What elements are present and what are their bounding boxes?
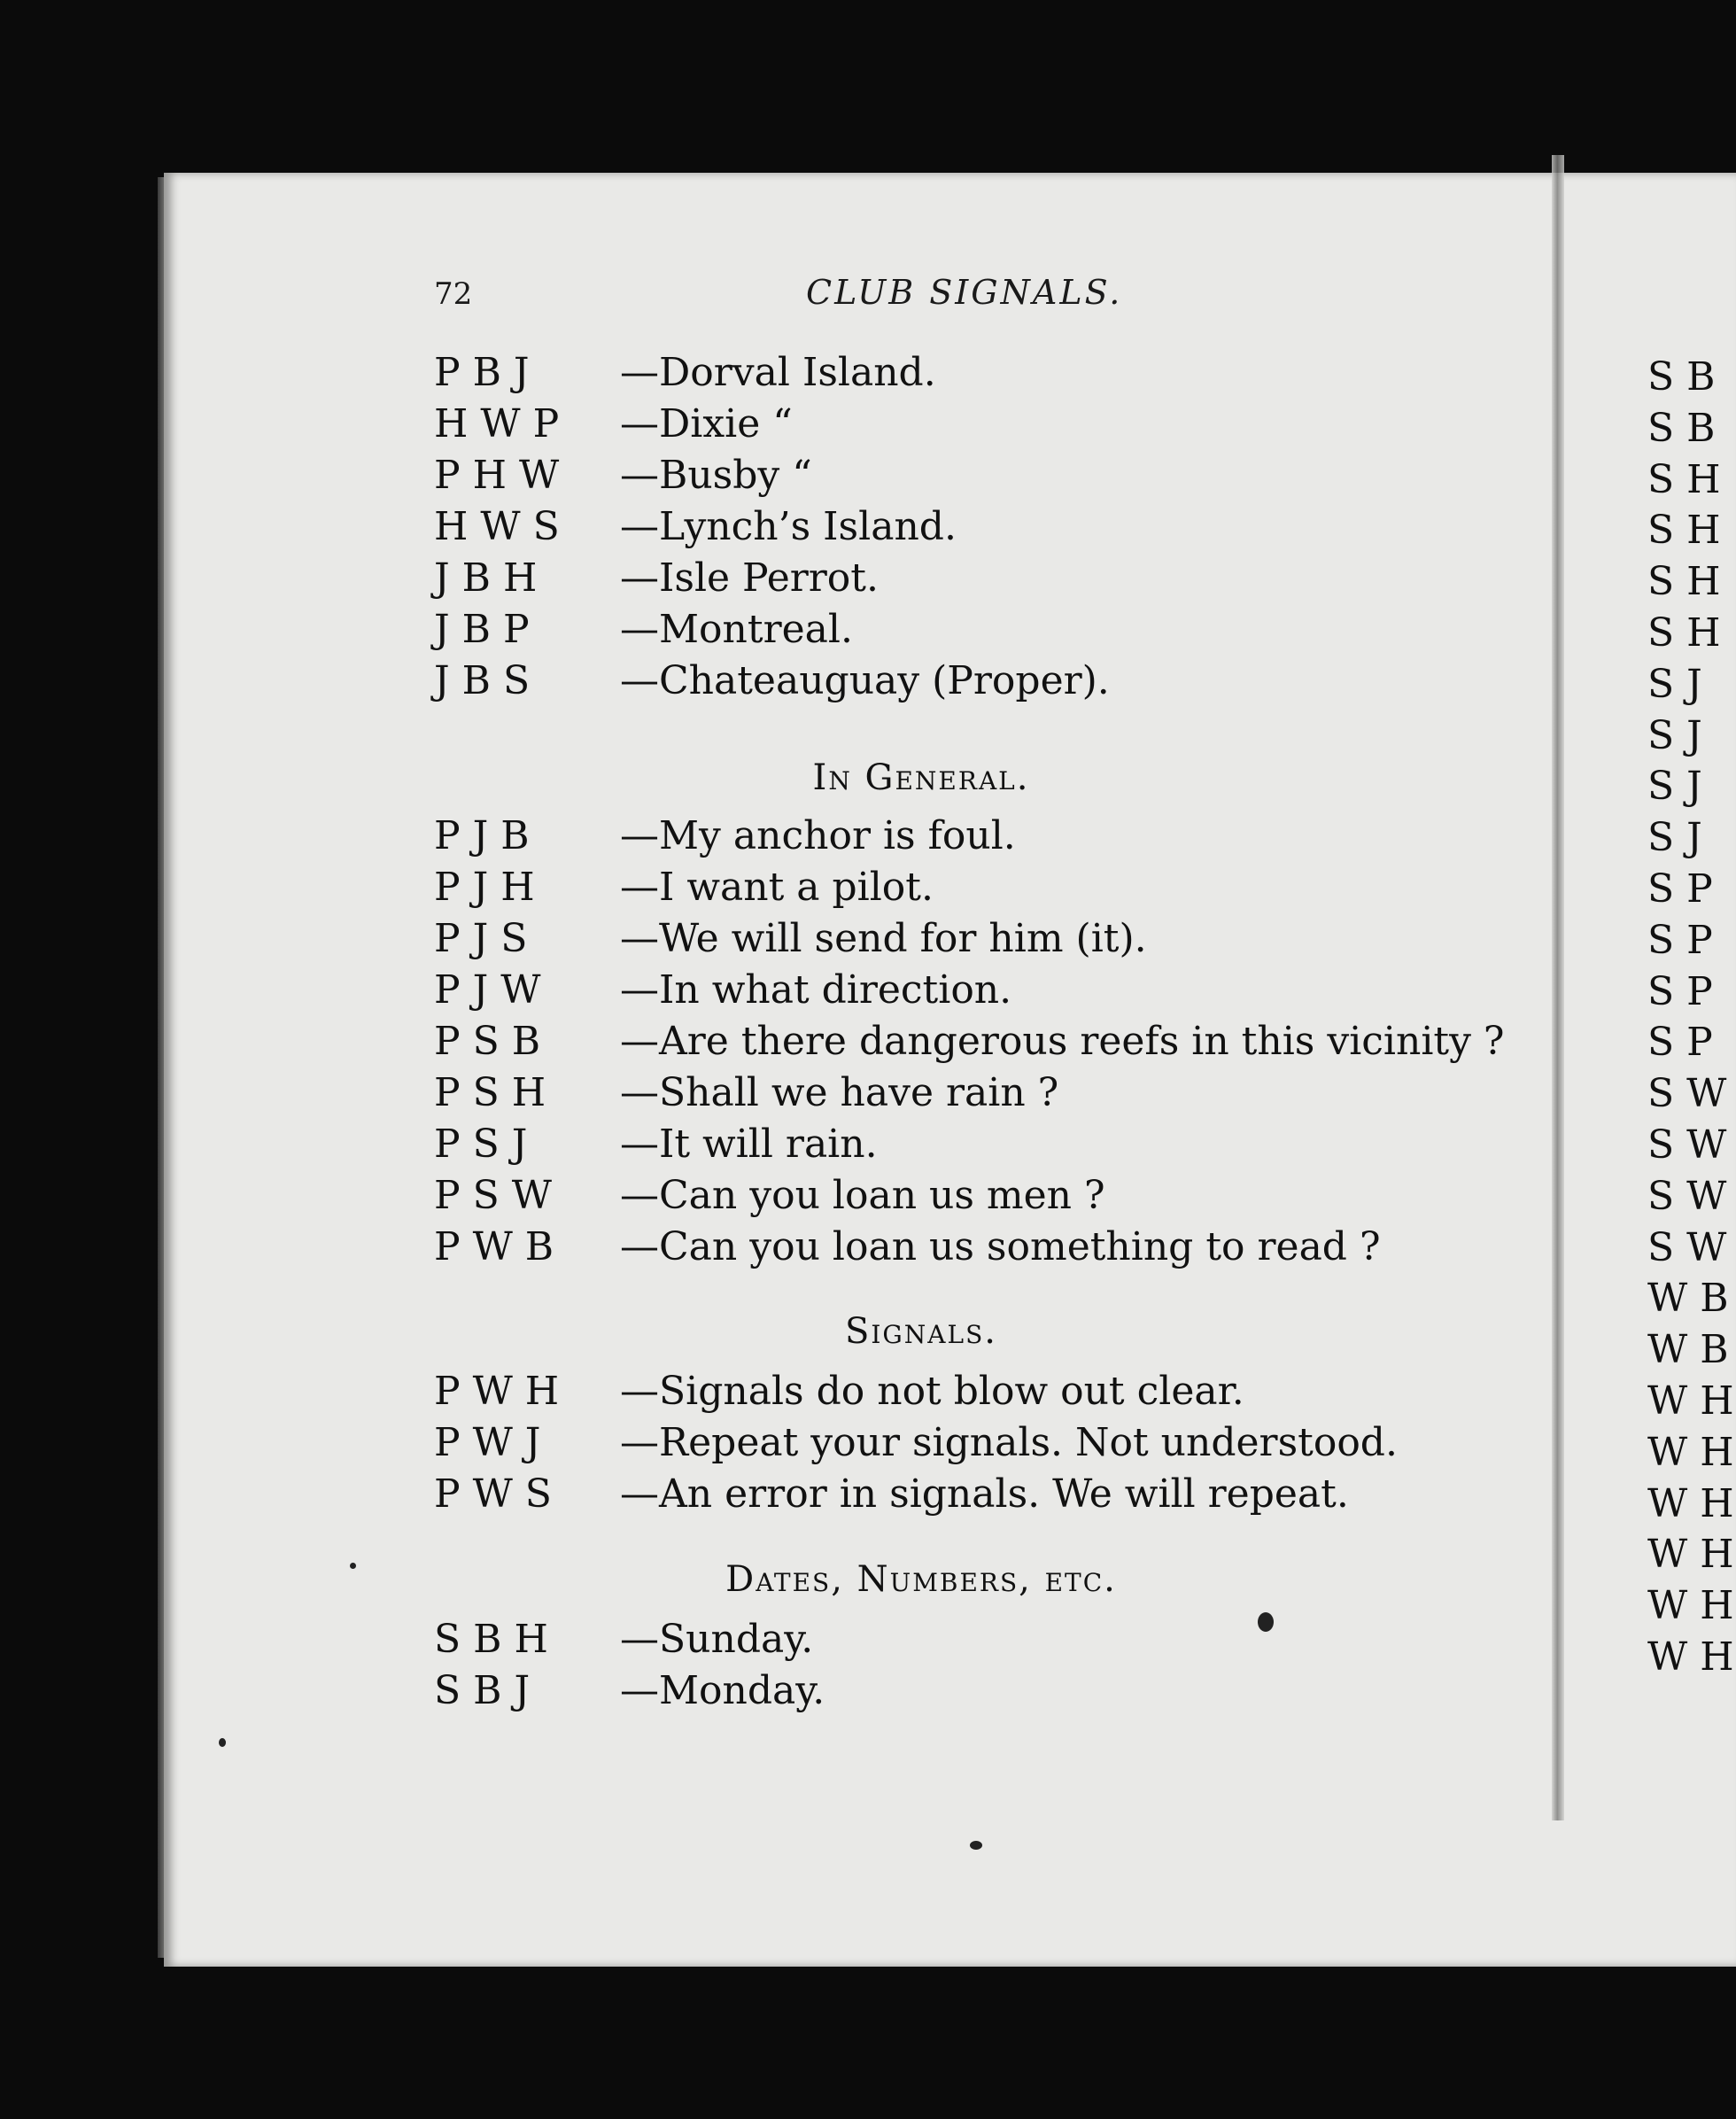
page-number: 72: [434, 276, 473, 312]
facing-page-code: S H: [1647, 559, 1721, 605]
signal-code: J B H: [434, 555, 538, 601]
facing-page-code: W B: [1647, 1276, 1729, 1322]
signal-meaning: —Lynch’s Island.: [620, 504, 957, 549]
book-gutter: [1552, 155, 1564, 1820]
facing-page-column: [1643, 0, 1736, 2119]
signal-entry: [434, 967, 1011, 1019]
signal-meaning: —My anchor is foul.: [620, 813, 1016, 858]
signal-entry: [434, 1369, 1244, 1420]
signal-entry: [434, 1070, 1058, 1122]
ink-spot: [1258, 1612, 1274, 1632]
signal-entry: [434, 607, 853, 658]
signal-code: P S W: [434, 1173, 552, 1218]
section-heading: Signals.: [844, 1311, 998, 1352]
signal-code: H W S: [434, 504, 560, 549]
signal-code: P J H: [434, 865, 535, 910]
signal-code: S B J: [434, 1668, 531, 1713]
facing-page-code: W H: [1647, 1480, 1734, 1526]
signal-entry: [434, 1668, 825, 1719]
signal-entry: [434, 1224, 1381, 1276]
signal-entry: [434, 1617, 813, 1668]
signal-meaning: —It will rain.: [620, 1122, 878, 1167]
signal-code: P B J: [434, 350, 530, 395]
signal-code: P S B: [434, 1019, 541, 1064]
facing-page-code: W H: [1647, 1532, 1734, 1578]
facing-page-code: S P: [1647, 1020, 1713, 1066]
signal-code: P H W: [434, 453, 560, 498]
signal-meaning: —Can you loan us men ?: [620, 1173, 1105, 1218]
facing-page-code: W H: [1647, 1429, 1734, 1475]
signal-meaning: —We will send for him (it).: [620, 916, 1147, 961]
signal-code: J B P: [434, 607, 530, 652]
facing-page-code: S H: [1647, 508, 1721, 554]
signal-code: S B H: [434, 1617, 548, 1662]
facing-page-code: S W: [1647, 1224, 1727, 1270]
signal-entry: [434, 916, 1147, 967]
signal-entry: [434, 555, 879, 607]
facing-page-code: W H: [1647, 1583, 1734, 1629]
signal-entry: [434, 1019, 1505, 1070]
section-heading: In General.: [812, 757, 1030, 798]
facing-page-code: S B: [1647, 354, 1716, 400]
signal-meaning: —Dorval Island.: [620, 350, 936, 395]
facing-page-code: S H: [1647, 456, 1721, 502]
facing-page-code: W H: [1647, 1634, 1734, 1680]
facing-page-code: S J: [1647, 815, 1702, 861]
section-heading: Dates, Numbers, etc.: [725, 1559, 1117, 1600]
signal-meaning: —In what direction.: [620, 967, 1012, 1013]
ink-spot: [970, 1841, 982, 1850]
signal-code: P J S: [434, 916, 528, 961]
facing-page-code: S W: [1647, 1122, 1727, 1168]
signal-meaning: —Monday.: [620, 1668, 825, 1713]
signal-entry: [434, 1420, 1398, 1471]
signal-meaning: —Signals do not blow out clear.: [620, 1369, 1244, 1414]
signal-code: H W P: [434, 401, 560, 446]
signal-code: P S H: [434, 1070, 546, 1115]
facing-page-code: S H: [1647, 610, 1721, 656]
signal-code: P J W: [434, 967, 541, 1013]
facing-page-code: S B: [1647, 405, 1716, 451]
ink-spot: [350, 1563, 356, 1569]
facing-page-code: S J: [1647, 764, 1702, 810]
signal-entry: [434, 1173, 1105, 1224]
signal-entry: [434, 813, 1016, 865]
signal-code: P W J: [434, 1420, 541, 1465]
signal-entry: [434, 350, 936, 401]
signal-entry: [434, 504, 957, 555]
signal-entry: [434, 658, 1110, 710]
signal-code: P S J: [434, 1122, 528, 1167]
signal-code: P W B: [434, 1224, 554, 1269]
facing-page-code: S W: [1647, 1173, 1727, 1219]
running-head: CLUB SIGNALS.: [806, 273, 1123, 312]
signal-code: P J B: [434, 813, 530, 858]
signal-meaning: —Busby “: [620, 453, 812, 498]
signal-entry: [434, 401, 793, 453]
signal-entry: [434, 453, 812, 504]
facing-page-code: W H: [1647, 1378, 1734, 1424]
signal-meaning: —Sunday.: [620, 1617, 814, 1662]
signal-entry: [434, 1471, 1349, 1523]
signal-meaning: —Dixie “: [620, 401, 793, 446]
page-header: [434, 266, 1550, 319]
signal-meaning: —Isle Perrot.: [620, 555, 879, 601]
signal-meaning: —Are there dangerous reefs in this vicinity ?: [620, 1019, 1505, 1064]
facing-page-code: S P: [1647, 866, 1713, 912]
facing-page-code: S J: [1647, 661, 1702, 707]
signal-meaning: —Shall we have rain ?: [620, 1070, 1059, 1115]
facing-page-code: S P: [1647, 917, 1713, 963]
signal-meaning: —Repeat your signals. Not understood.: [620, 1420, 1398, 1465]
signal-code: P W H: [434, 1369, 560, 1414]
signal-meaning: —I want a pilot.: [620, 865, 934, 910]
signal-meaning: —Can you loan us something to read ?: [620, 1224, 1381, 1269]
signal-meaning: —An error in signals. We will repeat.: [620, 1471, 1349, 1517]
signal-entry: [434, 1122, 878, 1173]
facing-page-code: S J: [1647, 712, 1702, 758]
signal-code: J B S: [434, 658, 531, 703]
ink-spot: [219, 1738, 226, 1747]
signal-entry: [434, 865, 934, 916]
facing-page-code: S P: [1647, 968, 1713, 1014]
signal-code: P W S: [434, 1471, 552, 1517]
facing-page-code: S W: [1647, 1071, 1727, 1117]
signal-meaning: —Montreal.: [620, 607, 853, 652]
signal-meaning: —Chateauguay (Proper).: [620, 658, 1110, 703]
facing-page-code: W B: [1647, 1327, 1729, 1373]
